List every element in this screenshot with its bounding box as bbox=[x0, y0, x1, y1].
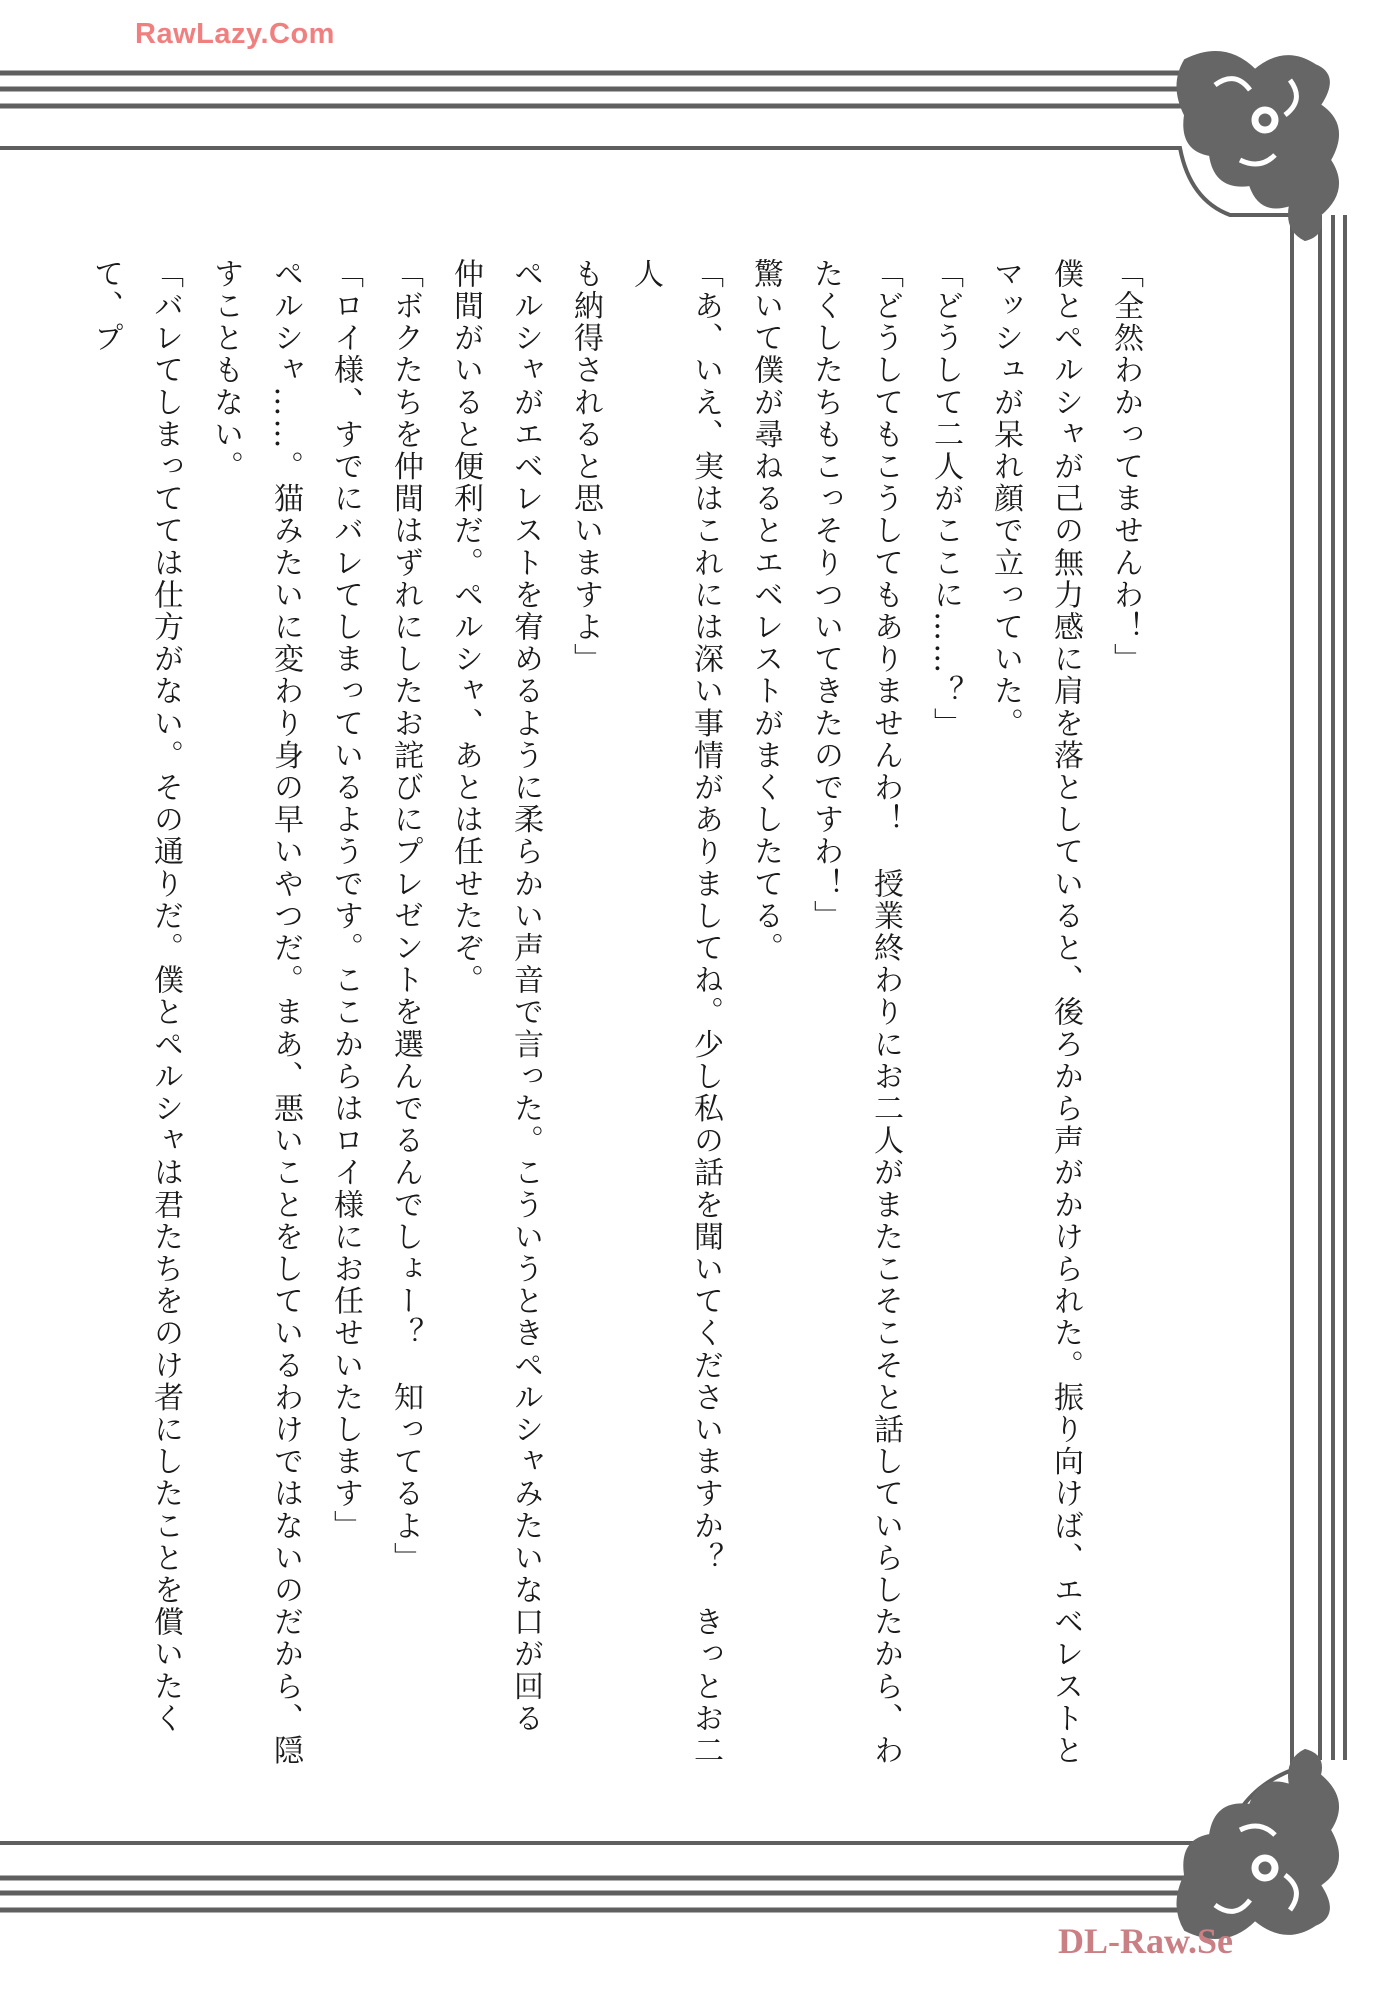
watermark-bottom: DL-Raw.Se bbox=[1058, 1921, 1234, 1961]
text-line: 「どうして二人がここに……？」 bbox=[928, 258, 963, 740]
text-line: 仲間がいると便利だ。ペルシャ、あとは任せたぞ。 bbox=[448, 258, 483, 997]
text-line: ペルシャ……。猫みたいに変わり身の早いやつだ。まあ、悪いことをしているわけではないのだから、隠 bbox=[268, 258, 303, 1767]
ornament-top-right bbox=[1178, 52, 1339, 240]
text-line: マッシュが呆れ顔で立っていた。 bbox=[988, 258, 1023, 740]
text-line: も納得されると思いますよ」 bbox=[568, 258, 603, 676]
text-line: 「ロイ様、すでにバレてしまっているようです。ここからはロイ様にお任せいたします」 bbox=[328, 258, 363, 1542]
text-line: ペルシャがエベレストを宥めるように柔らかい声音で言った。こういうときペルシャみたいな口が回る bbox=[508, 258, 543, 1735]
novel-body-text bbox=[88, 258, 1155, 1798]
text-line: すこともない。 bbox=[208, 258, 243, 483]
ornament-bottom-right bbox=[1178, 1750, 1339, 1938]
text-line: 「全然わかってませんわ！」 bbox=[1108, 258, 1143, 676]
text-line: 「バレてしまってては仕方がない。その通りだ。僕とペルシャは君たちをのけ者にしたことを償いたくて、プ bbox=[88, 258, 183, 1735]
watermark-top: RawLazy.Com bbox=[135, 18, 335, 50]
text-line: たくしたちもこっそりついてきたのですわ！」 bbox=[808, 258, 843, 933]
text-line: 驚いて僕が尋ねるとエベレストがまくしたてる。 bbox=[748, 258, 783, 965]
text-line: 「ボクたちを仲間はずれにしたお詫びにプレゼントを選んでるんでしょー？ 知ってるよ」 bbox=[388, 258, 423, 1575]
text-line: 「どうしてもこうしてもありませんわ！ 授業終わりにお二人がまたこそこそと話していらしたから、わ bbox=[868, 258, 903, 1767]
text-line: 「あ、いえ、実はこれには深い事情がありましてね。少し私の話を聞いてくださいますか？ きっとお二人 bbox=[628, 258, 723, 1767]
text-line: 僕とペルシャが己の無力感に肩を落としていると、後ろから声がかけられた。振り向けば、エベレストと bbox=[1048, 258, 1083, 1767]
